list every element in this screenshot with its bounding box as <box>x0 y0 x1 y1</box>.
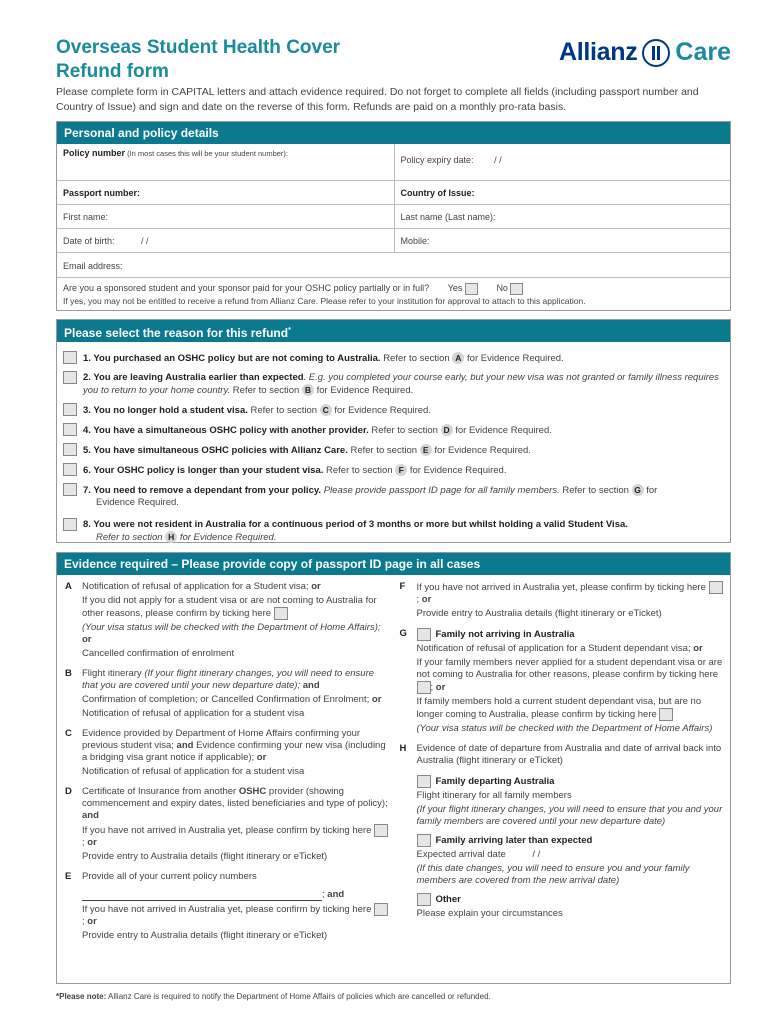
evidence-g-checkbox-2[interactable] <box>659 708 673 721</box>
section-badge: C <box>320 404 332 416</box>
allianz-care-logo: Allianz Care <box>558 38 731 66</box>
section-badge: B <box>302 384 314 396</box>
reason-8: 8. You were not resident in Australia for a continuous period of 3 months or more but whilst holding a valid Student Visa. Refer to section H for Evidence Required. <box>63 519 724 544</box>
family-arriving-later-checkbox[interactable] <box>417 834 431 847</box>
country-of-issue-field[interactable]: Country of Issue: <box>394 181 731 204</box>
evidence-b: B Flight itinerary (If your flight itinerary changes, you will need to ensure that you are covered until your new departure date); and Confirmation of completion; or Cancelled Confirmation of Enrolment; or Notification of refusal of application for a student visa <box>65 668 382 720</box>
form-title-line2: Refund form <box>56 61 169 82</box>
evidence-e-checkbox[interactable] <box>374 903 388 916</box>
email-field[interactable]: Email address: <box>63 261 123 271</box>
section-heading: Please select the reason for this refund* <box>57 320 730 342</box>
reason-1: 1. You purchased an OSHC policy but are not coming to Australia. Refer to section A for Evidence Required. <box>63 352 724 365</box>
evidence-left-column <box>63 581 390 977</box>
sponsor-yes-checkbox[interactable] <box>465 283 478 295</box>
reason-7-checkbox[interactable] <box>63 483 77 496</box>
reason-5: 5. You have simultaneous OSHC policies with Allianz Care. Refer to section E for Evidence Required. <box>63 444 724 457</box>
family-not-arriving-checkbox[interactable] <box>417 628 431 641</box>
section-badge: E <box>420 444 432 456</box>
reason-8-checkbox[interactable] <box>63 518 77 531</box>
footer-note: *Please note: Allianz Care is required to notify the Department of Home Affairs of policies which are cancelled or refunded. <box>56 992 491 1001</box>
sponsor-no-checkbox[interactable] <box>510 283 523 295</box>
personal-details-section <box>56 121 731 311</box>
evidence-e: E Provide all of your current policy numbers ; and If you have not arrived in Australia yet, please confirm by ticking here ; or Provide entry to Australia details (flight itinerary or eTicket) <box>63 871 390 944</box>
evidence-a: A Notification of refusal of application for a Student visa; or If you did not apply for a student visa or are not coming to Australia for other reasons, please confirm by ticking here (Your visa status will be checked with the Department of Home Affairs); or Cancelled confirmation of enrolment <box>65 581 381 660</box>
last-name-field[interactable]: Last name (Last name): <box>394 205 731 228</box>
section-badge: F <box>395 464 407 476</box>
form-title-line1: Overseas Student Health Cover <box>56 37 341 58</box>
reason-1-checkbox[interactable] <box>63 351 77 364</box>
sponsor-note: If yes, you may not be entitled to receive a refund from Allianz Care. Please refer to your institution for approval to attach to this application. <box>63 295 586 306</box>
policy-expiry-field[interactable]: Policy expiry date: / / <box>394 144 731 180</box>
passport-number-field[interactable]: Passport number: <box>63 188 141 198</box>
evidence-right-column <box>398 581 725 977</box>
family-departing-checkbox[interactable] <box>417 775 431 788</box>
reason-4: 4. You have a simultaneous OSHC policy with another provider. Refer to section D for Evidence Required. <box>63 424 724 437</box>
reason-3-checkbox[interactable] <box>63 403 77 416</box>
reason-3: 3. You no longer hold a student visa. Refer to section C for Evidence Required. <box>63 404 724 417</box>
reason-2-checkbox[interactable] <box>63 371 77 384</box>
evidence-g-checkbox-1[interactable] <box>417 681 431 694</box>
evidence-d-checkbox[interactable] <box>374 824 388 837</box>
date-of-birth-field[interactable]: Date of birth: / / <box>63 236 149 246</box>
allianz-logo-icon <box>642 39 670 67</box>
section-badge: H <box>165 531 177 543</box>
mobile-field[interactable]: Mobile: <box>394 229 731 252</box>
evidence-a-checkbox[interactable] <box>274 607 288 620</box>
evidence-f: F If you have not arrived in Australia yet, please confirm by ticking here ; or Provide entry to Australia details (flight itinerary or eTicket) <box>398 581 725 622</box>
evidence-d: D Certificate of Insurance from another OSHC provider (showing commencement and expiry dates, listed beneficiaries and type of policy); and If you have not arrived in Australia yet, please confirm by ticking here ; or Provide entry to Australia details (flight itinerary or eTicket) <box>65 786 388 863</box>
policy-numbers-line[interactable] <box>82 892 322 901</box>
sponsor-question: Are you a sponsored student and your sponsor paid for your OSHC policy partially or in full? Yes No If yes, you may not be entitled to receive a refund from Allianz Care. Please refer to your institution for approval to attach to this application. <box>57 278 730 311</box>
section-heading: Personal and policy details <box>57 122 730 144</box>
reason-7: 7. You need to remove a dependant from your policy. Please provide passport ID page for all family members. Refer to section G for Evidence Required. <box>63 484 724 509</box>
other-checkbox[interactable] <box>417 893 431 906</box>
policy-number-field[interactable]: Policy number (In most cases this will be your student number): <box>63 148 288 158</box>
evidence-h: H Evidence of date of departure from Australia and date of arrival back into Australia (flight itinerary or eTicket) Family departing Australia Flight itinerary for all family members (If your flight itinerary changes, you will need to ensure that you and your family members are covered until your new departure date) Family arriving later than expected Expected arrival date / / (If this date changes, you will need to ensure you and your family members are covered from the new arrival date) Other Please explain your circumstances <box>399 743 723 920</box>
reason-6: 6. Your OSHC policy is longer than your student visa. Refer to section F for Evidence Required. <box>63 464 724 477</box>
section-badge: A <box>452 352 464 364</box>
section-badge: D <box>441 424 453 436</box>
refund-reason-section <box>56 319 731 543</box>
evidence-g: G Family not arriving in Australia Notification of refusal of application for a Student dependant visa; or If your family members never applied for a student dependant visa or are not coming to Australia for other reasons, please confirm by ticking here ; or If family members hold a current student dependant visa, but are no longer coming to Australia, please confirm by ticking here (Your visa status will be checked with the Department of Home Affairs) <box>399 628 723 735</box>
first-name-field[interactable]: First name: <box>63 212 109 222</box>
reason-4-checkbox[interactable] <box>63 423 77 436</box>
reason-5-checkbox[interactable] <box>63 443 77 456</box>
section-heading: Evidence required – Please provide copy of passport ID page in all cases <box>57 553 730 575</box>
evidence-f-checkbox[interactable] <box>709 581 723 594</box>
reason-2: 2. You are leaving Australia earlier than expected. E.g. you completed your course early, but your new visa was not granted or family illness requires you to return to your home country. Refer to section B for Evidence Required. <box>63 372 724 397</box>
evidence-section <box>56 552 731 984</box>
evidence-c: C Evidence provided by Department of Home Affairs confirming your previous student visa; and Evidence confirming your new visa (including a bridging visa grant notice if applicable); or Notification of refusal of application for a student visa <box>65 728 386 778</box>
reason-6-checkbox[interactable] <box>63 463 77 476</box>
form-intro: Please complete form in CAPITAL letters and attach evidence required. Do not forget to complete all fields (including passport number and Country of Issue) and sign and date on the reverse of this form. Refunds are paid on a monthly pro-rata basis. <box>56 86 699 113</box>
section-badge: G <box>632 484 644 496</box>
